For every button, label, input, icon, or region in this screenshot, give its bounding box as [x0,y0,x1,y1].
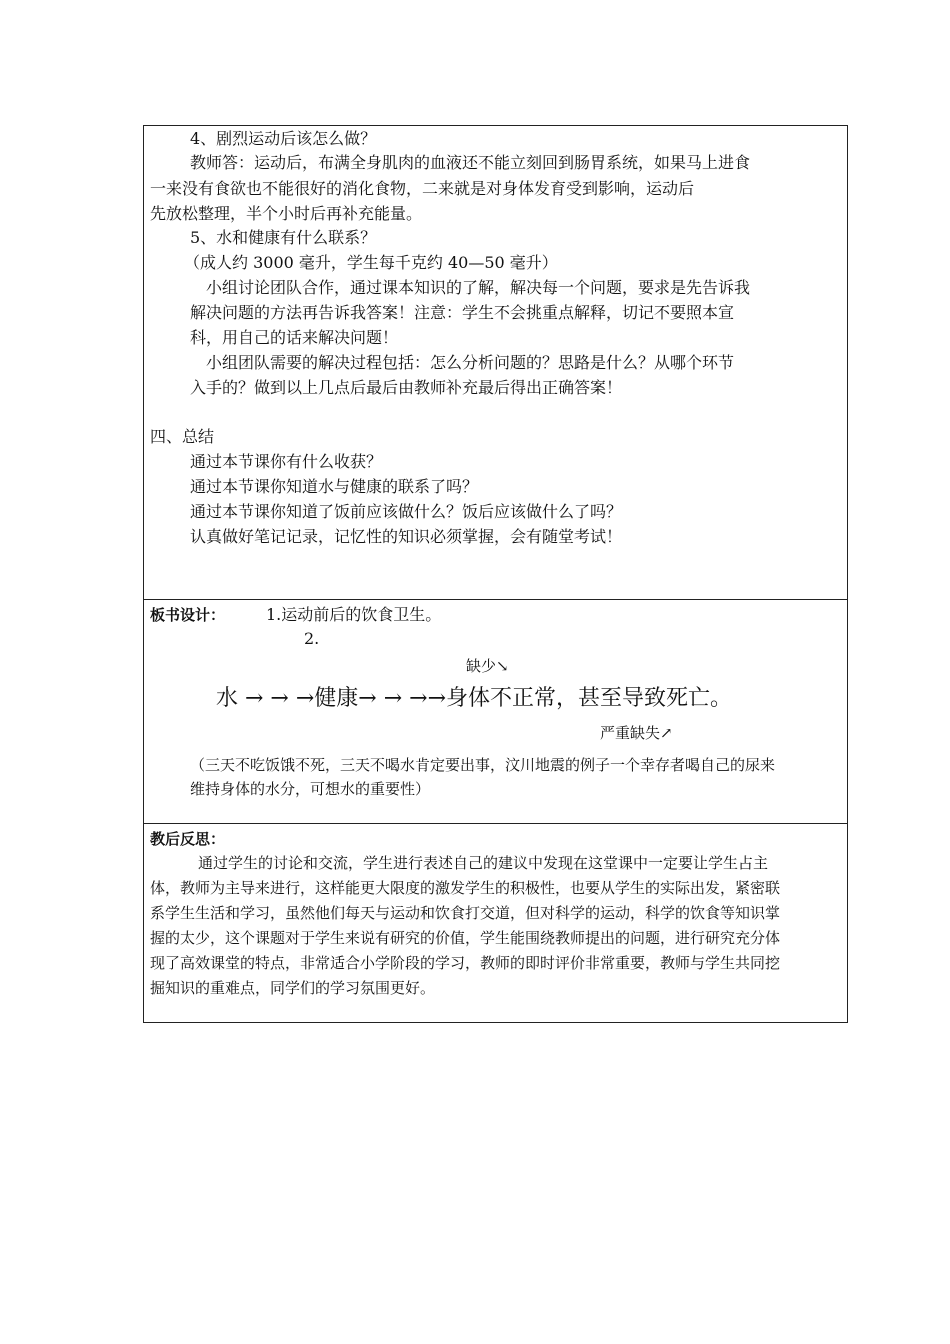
lesson-content-cell [144,126,847,600]
reflection-line: 系学生生活和学习，虽然他们每天与运动和饮食打交道，但对科学的运动，科学的饮食等知识掌 [150,904,781,922]
discussion-line: 解决问题的方法再告诉我答案！注意：学生不会挑重点解释，切记不要照本宣 [190,303,735,322]
question-5-note: （成人约 3000 毫升，学生每千克约 40—50 毫升） [184,253,558,272]
board-note-line: （三天不吃饭饿不死，三天不喝水肯定要出事，汶川地震的例子一个幸存者喝自己的尿来 [190,756,776,774]
reflection-label: 教后反思： [150,830,226,848]
summary-heading: 四、总结 [150,427,215,446]
summary-item: 通过本节课你有什么收获？ [190,452,383,471]
reflection-cell [144,824,847,1022]
question-4-answer-line: 先放松整理，半个小时后再补充能量。 [150,204,423,223]
board-item-2: 2. [304,629,320,648]
water-health-diagram: 水 → → →健康→ → →→身体不正常，甚至导致死亡。 [216,686,733,711]
board-design-label: 板书设计： [150,606,226,624]
lack-label: 缺少↘ [466,657,509,675]
discussion-line: 科，用自己的话来解决问题！ [190,328,399,347]
reflection-line: 握的太少，这个课题对于学生来说有研究的价值，学生能围绕教师提出的问题，进行研究充分体 [150,929,781,947]
summary-item: 通过本节课你知道了饭前应该做什么？饭后应该做什么了吗？ [190,502,623,521]
board-note-line: 维持身体的水分，可想水的重要性） [190,780,431,798]
discussion-line: 小组讨论团队合作，通过课本知识的了解，解决每一个问题，要求是先告诉我 [206,278,751,297]
severe-lack-label: 严重缺失↗ [600,724,673,742]
question-4-title: 4、剧烈运动后该怎么做？ [190,129,377,148]
board-item-1: 1.运动前后的饮食卫生。 [266,605,442,624]
reflection-line: 掘知识的重难点，同学们的学习氛围更好。 [150,979,436,997]
summary-item: 通过本节课你知道水与健康的联系了吗？ [190,477,479,496]
reflection-line: 现了高效课堂的特点，非常适合小学阶段的学习，教师的即时评价非常重要，教师与学生共同挖 [150,954,781,972]
process-line: 小组团队需要的解决过程包括：怎么分析问题的？思路是什么？从哪个环节 [206,353,735,372]
reflection-line: 通过学生的讨论和交流，学生进行表述自己的建议中发现在这堂课中一定要让学生占主 [198,854,769,872]
board-design-cell [144,600,847,824]
question-4-answer-line: 一来没有食欲也不能很好的消化食物，二来就是对身体发育受到影响，运动后 [150,179,695,198]
question-5-title: 5、水和健康有什么联系？ [190,228,377,247]
reflection-line: 体，教师为主导来进行，这样能更大限度的激发学生的积极性，也要从学生的实际出发，紧密联 [150,879,781,897]
lesson-plan-table [143,125,848,1023]
process-line: 入手的？做到以上几点后最后由教师补充最后得出正确答案！ [190,378,623,397]
question-4-answer-line: 教师答：运动后，布满全身肌肉的血液还不能立刻回到肠胃系统，如果马上进食 [190,153,751,172]
summary-item: 认真做好笔记记录，记忆性的知识必须掌握，会有随堂考试！ [190,527,623,546]
